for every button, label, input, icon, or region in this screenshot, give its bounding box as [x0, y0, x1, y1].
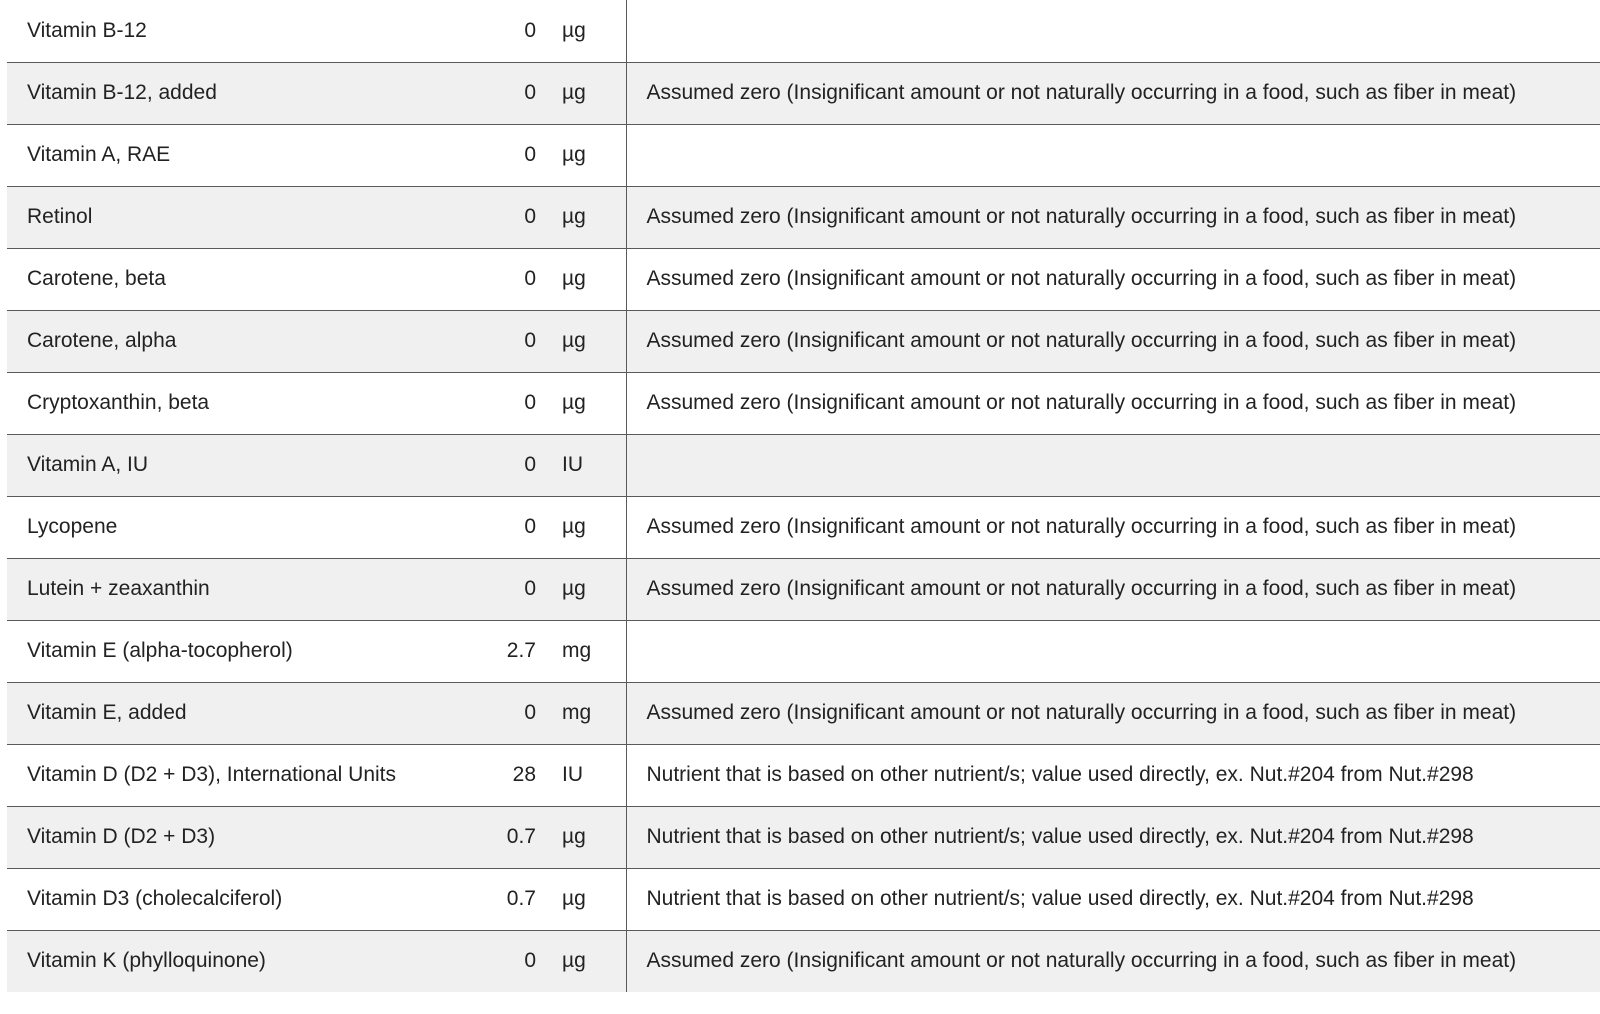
nutrient-name: Vitamin D (D2 + D3)	[7, 806, 460, 868]
nutrient-name: Vitamin A, IU	[7, 434, 460, 496]
nutrient-amount: 0	[524, 949, 536, 973]
nutrient-name: Lutein + zeaxanthin	[7, 558, 460, 620]
nutrient-unit: µg	[536, 868, 626, 930]
nutrient-name: Lycopene	[7, 496, 460, 558]
table-row	[7, 930, 1600, 992]
nutrient-amount: 0	[460, 248, 536, 310]
nutrient-name: Vitamin K (phylloquinone)	[27, 949, 266, 973]
table-row	[7, 62, 1600, 124]
nutrient-note: Assumed zero (Insignificant amount or not naturally occurring in a food, such as fiber in meat)	[626, 372, 1600, 434]
table-row	[7, 682, 1600, 744]
nutrient-name: Vitamin B-12, added	[7, 62, 460, 124]
table-row	[7, 496, 1600, 558]
nutrient-note: Nutrient that is based on other nutrient/s; value used directly, ex. Nut.#204 from Nut.#298	[626, 806, 1600, 868]
nutrient-amount: 0	[460, 62, 536, 124]
table-row	[7, 124, 1600, 186]
nutrient-unit: µg	[536, 248, 626, 310]
table-row	[7, 0, 1600, 62]
nutrient-unit: µg	[536, 0, 626, 62]
nutrient-note: Nutrient that is based on other nutrient/s; value used directly, ex. Nut.#204 from Nut.#298	[626, 744, 1600, 806]
nutrient-unit: µg	[562, 949, 586, 973]
nutrient-unit: µg	[536, 372, 626, 434]
nutrient-unit: µg	[536, 496, 626, 558]
nutrient-amount: 0	[460, 0, 536, 62]
nutrient-name: Vitamin E, added	[7, 682, 460, 744]
nutrient-name: Vitamin A, RAE	[7, 124, 460, 186]
nutrient-note	[626, 124, 1600, 186]
nutrient-rows	[7, 0, 1600, 992]
nutrient-unit: µg	[536, 62, 626, 124]
nutrient-note: Assumed zero (Insignificant amount or not naturally occurring in a food, such as fiber in meat)	[626, 248, 1600, 310]
nutrient-unit: µg	[536, 310, 626, 372]
table-row	[7, 744, 1600, 806]
table-row	[7, 868, 1600, 930]
nutrient-unit: IU	[536, 434, 626, 496]
nutrient-name: Vitamin D3 (cholecalciferol)	[7, 868, 460, 930]
table-row	[7, 434, 1600, 496]
nutrient-note: Assumed zero (Insignificant amount or not naturally occurring in a food, such as fiber in meat)	[626, 682, 1600, 744]
nutrient-name: Carotene, beta	[7, 248, 460, 310]
nutrient-name: Cryptoxanthin, beta	[7, 372, 460, 434]
nutrient-unit: mg	[536, 620, 626, 682]
nutrient-amount: 0	[460, 558, 536, 620]
nutrient-unit: µg	[536, 186, 626, 248]
table-row	[7, 186, 1600, 248]
nutrient-note: Assumed zero (Insignificant amount or not naturally occurring in a food, such as fiber in meat)	[626, 558, 1600, 620]
table-row	[7, 372, 1600, 434]
table-row	[7, 620, 1600, 682]
nutrient-note: Assumed zero (Insignificant amount or not naturally occurring in a food, such as fiber in meat)	[626, 186, 1600, 248]
nutrient-note: Assumed zero (Insignificant amount or not naturally occurring in a food, such as fiber in meat)	[626, 62, 1600, 124]
nutrient-note: Assumed zero (Insignificant amount or not naturally occurring in a food, such as fiber in meat)	[626, 496, 1600, 558]
nutrient-amount: 0	[460, 310, 536, 372]
nutrient-name: Vitamin B-12	[7, 0, 460, 62]
table-row	[7, 806, 1600, 868]
table-row	[7, 558, 1600, 620]
nutrient-amount: 0	[460, 496, 536, 558]
nutrient-unit: µg	[536, 558, 626, 620]
nutrient-note: Assumed zero (Insignificant amount or not naturally occurring in a food, such as fiber in meat)	[626, 930, 1600, 992]
nutrient-name: Vitamin E (alpha-tocopherol)	[7, 620, 460, 682]
nutrient-name: Vitamin D (D2 + D3), International Units	[7, 744, 460, 806]
nutrient-unit: mg	[536, 682, 626, 744]
nutrient-note	[626, 434, 1600, 496]
nutrient-unit: µg	[536, 124, 626, 186]
nutrient-note: Assumed zero (Insignificant amount or not naturally occurring in a food, such as fiber in meat)	[626, 310, 1600, 372]
nutrient-note	[626, 620, 1600, 682]
nutrient-amount: 0	[460, 682, 536, 744]
nutrient-name: Retinol	[7, 186, 460, 248]
nutrient-amount: 0	[460, 434, 536, 496]
nutrient-name: Carotene, alpha	[7, 310, 460, 372]
table-row	[7, 310, 1600, 372]
nutrient-unit: µg	[536, 806, 626, 868]
nutrient-amount: 0	[460, 186, 536, 248]
nutrient-amount: 0	[460, 372, 536, 434]
table-row	[7, 248, 1600, 310]
nutrient-amount: 28	[460, 744, 536, 806]
nutrient-amount: 0.7	[460, 806, 536, 868]
nutrient-table	[7, 0, 1600, 992]
nutrient-unit: IU	[536, 744, 626, 806]
nutrient-note: Nutrient that is based on other nutrient/s; value used directly, ex. Nut.#204 from Nut.#298	[626, 868, 1600, 930]
nutrient-amount: 0	[460, 124, 536, 186]
nutrient-amount: 2.7	[460, 620, 536, 682]
nutrient-note	[626, 0, 1600, 62]
nutrient-amount: 0.7	[460, 868, 536, 930]
